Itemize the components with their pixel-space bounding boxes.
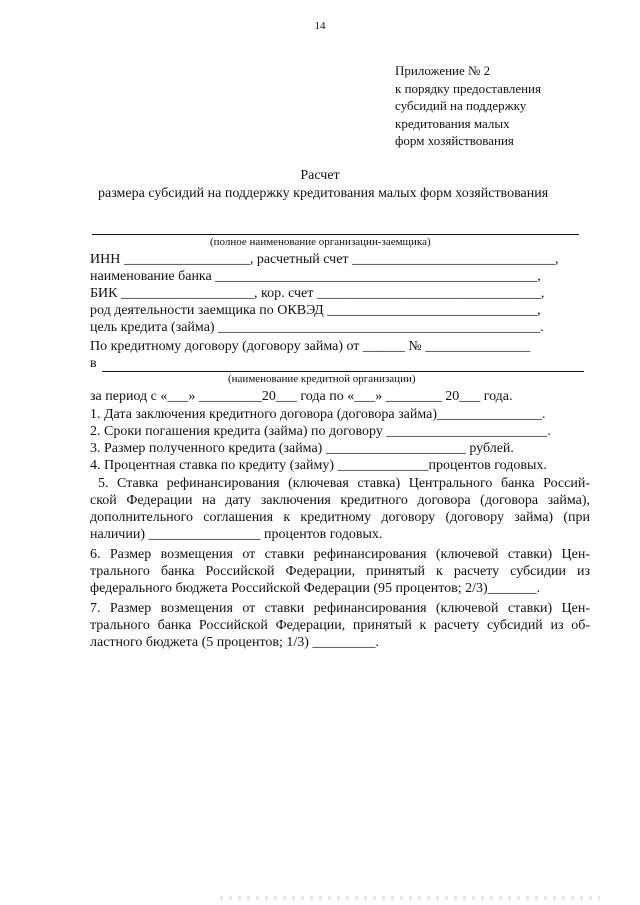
- item-2: 2. Сроки погашения кредита (займа) по договору _______________________.: [90, 424, 551, 439]
- item-1: 1. Дата заключения кредитного договора (договора займа)_______________.: [90, 407, 546, 422]
- appendix-block: [395, 62, 541, 150]
- bik-line: БИК ___________________, кор. счет ________________________________,: [90, 286, 545, 301]
- credit-org-prefix: в: [90, 356, 97, 371]
- item-6-line: федерального бюджета Российской Федерации (95 процентов; 2/3)_______.: [90, 581, 541, 596]
- org-name-caption: (полное наименование организации-заемщика): [210, 236, 431, 248]
- period-line: за период с «___» _________20___ года по «___» ________ 20___ года.: [90, 389, 513, 404]
- okved-line: род деятельности заемщика по ОКВЭД ______________________________,: [90, 303, 541, 318]
- item-6-line: трального банка Российской Федерации, принятый к расчету субсидии из: [90, 564, 590, 579]
- appendix-line: субсидий на поддержку: [395, 98, 527, 113]
- item-5-line: 5. Ставка рефинансирования (ключевая ставка) Центрального банка Россий-: [98, 476, 590, 491]
- item-5-line: ской Федерации на дату заключения кредитного договора (договора займа),: [90, 493, 590, 508]
- document-subtitle: размера субсидий на поддержку кредитования малых форм хозяйствования: [98, 186, 549, 201]
- item-5-line: наличии) ________________ процентов годовых.: [90, 527, 383, 542]
- item-5-line: дополнительного соглашения к кредитному договору (договору займа) (при: [90, 510, 590, 525]
- item-7-line: трального банка Российской Федерации, принятый к расчету субсидий из об-: [90, 618, 590, 633]
- item-6: [90, 546, 590, 597]
- document-title: Расчет: [300, 168, 340, 183]
- item-5: [90, 475, 590, 543]
- item-7-line: ластного бюджета (5 процентов; 1/3) _________.: [90, 635, 379, 650]
- bank-name-line: наименование банка ______________________________________________,: [90, 269, 541, 284]
- credit-purpose-line: цель кредита (займа) ______________________________________________.: [90, 320, 544, 335]
- item-3: 3. Размер полученного кредита (займа) ____________________ рублей.: [90, 441, 514, 456]
- item-7-line: 7. Размер возмещения от ставки рефинансирования (ключевой ставки) Цен-: [90, 601, 590, 616]
- appendix-line: кредитования малых: [395, 115, 510, 131]
- credit-org-caption: (наименование кредитной организации): [228, 373, 416, 385]
- appendix-line: форм хозяйствования: [395, 133, 514, 148]
- page-number: 14: [314, 20, 326, 32]
- item-6-line: 6. Размер возмещения от ставки рефинансирования (ключевой ставки) Цен-: [90, 547, 590, 562]
- inn-line: ИНН __________________, расчетный счет _____________________________,: [90, 252, 559, 267]
- credit-org-line: [102, 371, 584, 372]
- item-7: [90, 600, 590, 651]
- credit-contract-line: По кредитному договору (договору займа) от ______ № _______________: [90, 339, 531, 354]
- scan-noise: [220, 896, 600, 900]
- appendix-line: к порядку предоставления: [395, 80, 541, 96]
- appendix-line: Приложение № 2: [395, 63, 491, 78]
- org-name-line: [92, 234, 579, 235]
- item-4: 4. Процентная ставка по кредиту (займу) _____________процентов годовых.: [90, 458, 547, 473]
